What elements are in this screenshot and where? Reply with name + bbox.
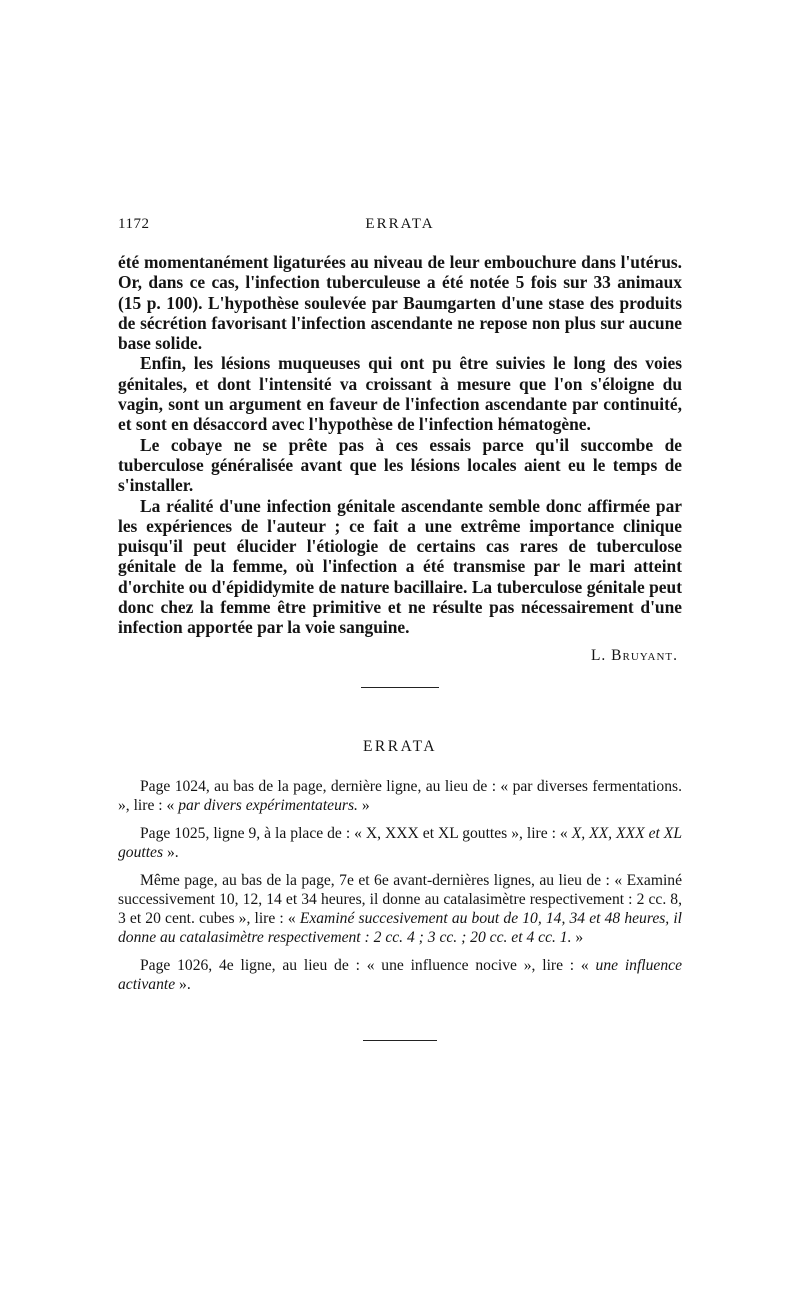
article-paragraph: La réalité d'une infection génitale ascendante semble donc affirmée par les expériences de l'auteur ; ce fait a une extrême importance clinique puisqu'il peut élucider l'étiologie de certains cas rares de tuberculose génitale de la femme, où l'infection a été transmise par le mari atteint d'orchite ou d'épididymite de nature bacillaire. La tuberculose génitale peut donc chez la femme être primitive et ne résulte pas nécessairement d'une infection apportée par la voie sanguine. bbox=[118, 495, 682, 638]
book-page bbox=[118, 212, 682, 1041]
errata-entry-correction: par divers expérimentateurs. bbox=[178, 796, 358, 814]
errata-entry-text: Page 1026, 4e ligne, au lieu de : « une influence nocive », lire : « bbox=[140, 956, 596, 974]
errata-list bbox=[118, 777, 682, 994]
page-number: 1172 bbox=[118, 216, 150, 232]
errata-entry bbox=[118, 956, 682, 994]
errata-entry-text: Page 1024, au bas de la page, dernière ligne, au lieu de : « par diverses fermentations. », lire : « bbox=[118, 777, 682, 814]
errata-entry-tail: » bbox=[357, 796, 370, 814]
author-signature: L. Bruyant. bbox=[590, 646, 678, 664]
article-paragraph: Le cobaye ne se prête pas à ces essais parce qu'il succombe de tuberculose généralisée avant que les lésions locales aient eu le temps de s'installer. bbox=[118, 434, 682, 496]
errata-entry-tail: » bbox=[571, 928, 584, 946]
errata-entry-correction: X, XX, XXX et XL gouttes bbox=[118, 824, 682, 861]
errata-entry-text: Même page, au bas de la page, 7e et 6e avant-dernières lignes, au lieu de : « Examiné successivement 10, 12, 14 et 34 heures, il donne au catalasimètre respectivement : 2 cc. 8, 3 et 20 cent. cubes », lire : « bbox=[118, 871, 682, 927]
errata-entry-correction: Examiné succesivement au bout de 10, 14, 34 et 48 heures, il donne au catalasimètre respectivement : 2 cc. 4 ; 3 cc. ; 20 cc. et 4 cc. 1. bbox=[118, 909, 683, 946]
running-title: ERRATA bbox=[365, 216, 435, 232]
errata-title: ERRATA bbox=[362, 737, 438, 755]
errata-entry-correction: une influence activante bbox=[118, 956, 682, 993]
article-body bbox=[118, 252, 682, 638]
article-paragraph: Enfin, les lésions muqueuses qui ont pu être suivies le long des voies génitales, et dont l'intensité va croissant à mesure que l'on s'éloigne du vagin, sont un argument en faveur de l'infection ascendante par continuité, et sont en désaccord avec l'hypothèse de l'infection hématogène. bbox=[118, 353, 682, 435]
errata-entry-text: Page 1025, ligne 9, à la place de : « X, XXX et XL gouttes », lire : « bbox=[140, 824, 572, 842]
errata-entry bbox=[118, 777, 682, 815]
running-head bbox=[118, 212, 682, 238]
section-divider bbox=[361, 687, 439, 688]
errata-entry bbox=[118, 824, 682, 862]
errata-entry-tail: ». bbox=[163, 843, 179, 861]
errata-entry-tail: ». bbox=[175, 975, 191, 993]
closing-divider bbox=[363, 1040, 437, 1041]
article-paragraph: été momentanément ligaturées au niveau de leur embouchure dans l'utérus. Or, dans ce cas, l'infection tuberculeuse a été notée 5 fois sur 33 animaux (15 p. 100). L'hypothèse soulevée par Baumgarten d'une stase des produits de sécrétion favorisant l'infection ascendante ne repose non plus sur aucune base solide. bbox=[118, 252, 682, 354]
errata-entry bbox=[118, 871, 682, 947]
